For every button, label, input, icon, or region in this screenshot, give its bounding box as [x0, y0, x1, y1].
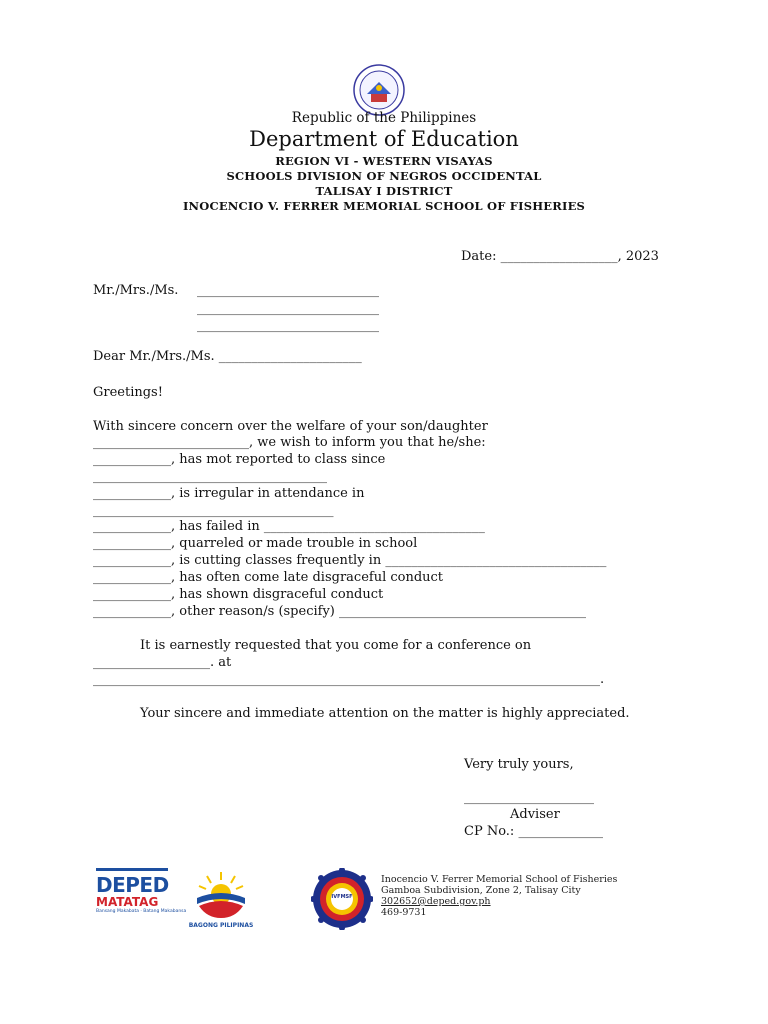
- district-line: TALISAY I DISTRICT: [315, 184, 453, 198]
- checklist-item: ____________, quarreled or made trouble in school: [93, 536, 418, 551]
- logo-rule: [96, 868, 168, 871]
- request-line: It is earnestly requested that you come for a conference on: [140, 638, 532, 653]
- matatag-wordmark: MATATAG: [96, 895, 159, 909]
- republic-line: Republic of the Philippines: [291, 110, 477, 126]
- checklist-item: ____________, has failed in __________________________________: [93, 519, 485, 534]
- salutation: Dear Mr./Mrs./Ms. ______________________: [93, 349, 362, 364]
- bagong-pilipinas-logo: [185, 868, 257, 930]
- deped-wordmark: DEPED: [96, 873, 169, 897]
- sun-icon: [185, 868, 257, 920]
- address-line: ____________________________: [197, 318, 379, 333]
- checklist-item: ____________, is cutting classes frequently in __________________________________: [93, 553, 607, 568]
- bagong-pilipinas-text: BAGONG PILIPINAS: [188, 922, 254, 929]
- checklist-item: ____________, has shown disgraceful conduct: [93, 587, 384, 602]
- school-seal-logo: [311, 868, 373, 930]
- request-line: __________________. at: [93, 655, 232, 670]
- intro-line: With sincere concern over the welfare of your son/daughter: [93, 419, 488, 434]
- school-seal-text: IVFMSF: [331, 894, 353, 900]
- greeting: Greetings!: [93, 385, 163, 400]
- matatag-tagline: Bansang Makabata · Batang Makabansa: [96, 909, 187, 914]
- footer-address: Gamboa Subdivision, Zone 2, Talisay City: [381, 885, 581, 896]
- region-line: REGION VI - WESTERN VISAYAS: [275, 154, 493, 168]
- addressee-label: Mr./Mrs./Ms.: [93, 283, 179, 298]
- email-link[interactable]: 302652@deped.gov.ph: [381, 896, 491, 907]
- checklist-item: ____________, other reason/s (specify) ______________________________________: [93, 604, 586, 619]
- cp-number: CP No.: _____________: [464, 824, 603, 839]
- checklist-item: ____________________________________: [93, 469, 327, 484]
- checklist-item: ____________, is irregular in attendance in: [93, 486, 365, 501]
- address-line: ____________________________: [197, 283, 379, 298]
- division-line: SCHOOLS DIVISION OF NEGROS OCCIDENTAL: [226, 169, 542, 183]
- footer-email-wrap: [381, 896, 491, 907]
- footer-phone: 469-9731: [381, 907, 427, 918]
- intro-line: ________________________, we wish to inform you that he/she:: [93, 435, 486, 450]
- address-line: ____________________________: [197, 301, 379, 316]
- deped-seal-logo: [353, 64, 405, 116]
- closing-sentence: Your sincere and immediate attention on the matter is highly appreciated.: [140, 706, 630, 721]
- department-title: Department of Education: [249, 127, 519, 151]
- date-line: Date: __________________, 2023: [461, 249, 659, 264]
- deped-matatag-logo: [96, 868, 187, 915]
- checklist-item: _____________________________________: [93, 503, 334, 518]
- checklist-item: ____________, has often come late disgraceful conduct: [93, 570, 444, 585]
- school-line: INOCENCIO V. FERRER MEMORIAL SCHOOL OF FISHERIES: [182, 199, 586, 213]
- checklist-item: ____________, has mot reported to class since: [93, 452, 386, 467]
- footer-school-name: Inocencio V. Ferrer Memorial School of Fisheries: [381, 874, 618, 885]
- signer-title: Adviser: [510, 807, 560, 822]
- valediction: Very truly yours,: [464, 757, 574, 772]
- request-line: ______________________________________________________________________________.: [93, 672, 605, 687]
- signature-line: ____________________: [464, 790, 594, 805]
